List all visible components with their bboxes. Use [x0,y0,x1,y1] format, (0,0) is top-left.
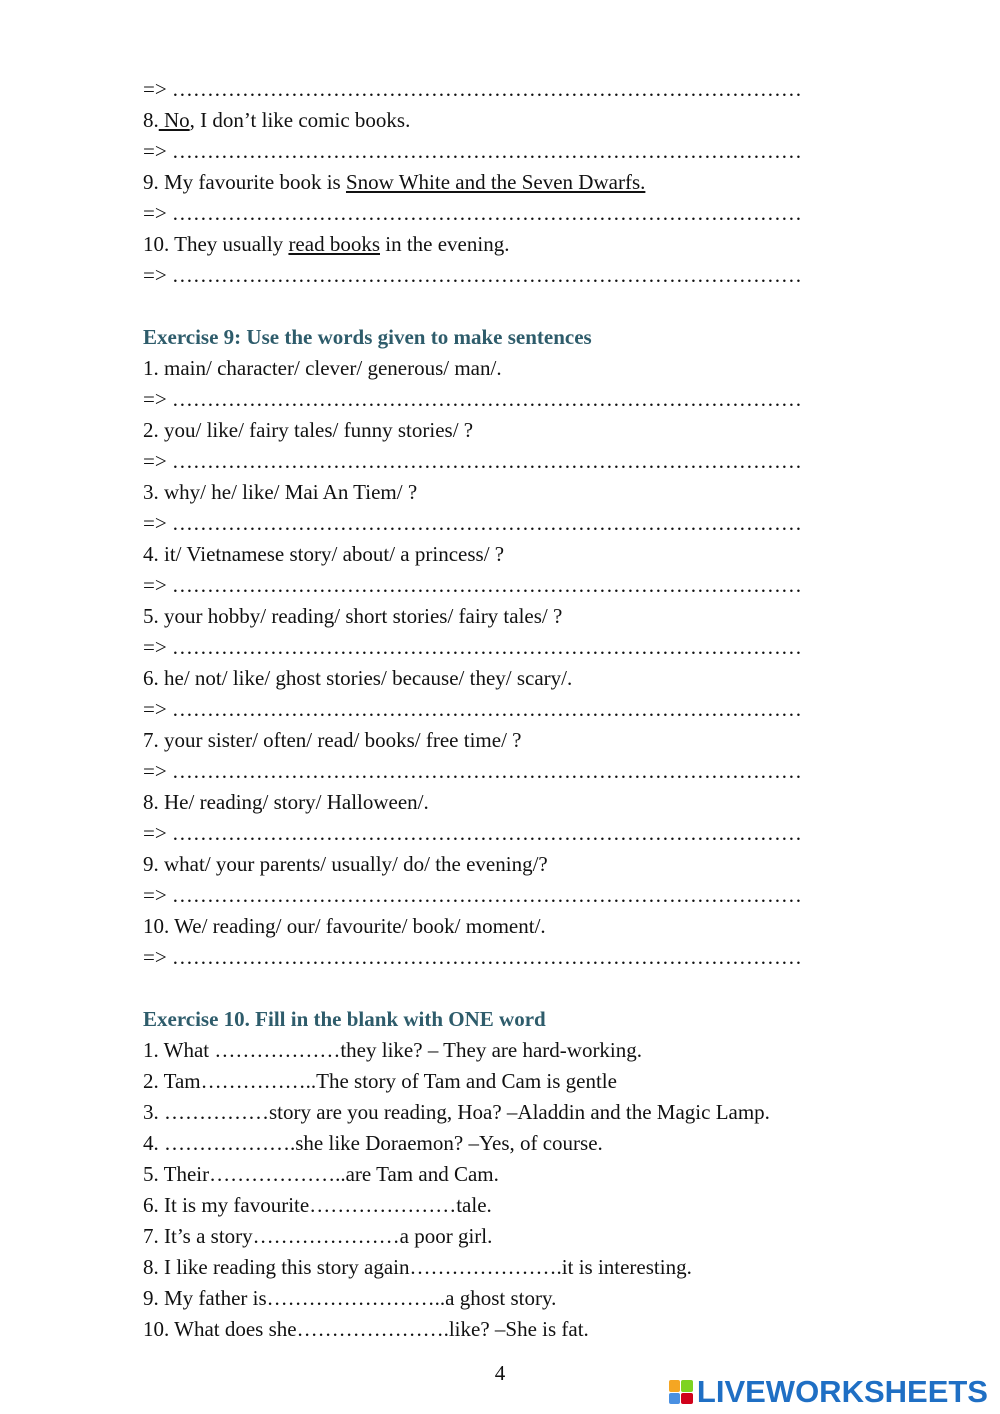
item-text: 10. They usually [143,232,289,256]
ex9-item: 6. he/ not/ like/ ghost stories/ because/ they/ scary/. [143,666,573,690]
brand-name: LIVEWORKSHEETS [696,1374,988,1409]
ex10-item[interactable]: 2. Tam……………..The story of Tam and Cam is gentle [143,1069,617,1093]
ex9-item: 9. what/ your parents/ usually/ do/ the evening/? [143,852,548,876]
answer-line[interactable]: => ……………………………………………………………………………… [143,945,802,969]
exercise-9-title: Exercise 9: Use the words given to make sentences [143,325,592,349]
answer-line[interactable]: => ……………………………………………………………………………… [143,573,802,597]
prev-item-9 [143,167,883,198]
answer-line[interactable]: => ……………………………………………………………………………… [143,201,802,225]
spacer [143,973,883,1004]
ex10-item[interactable]: 10. What does she………………….like? –She is fat. [143,1317,589,1341]
logo-square [669,1380,681,1392]
prev-item-8 [143,105,883,136]
logo-square [681,1380,693,1392]
answer-line[interactable]: => ……………………………………………………………………………… [143,449,802,473]
answer-line[interactable]: => ……………………………………………………………………………… [143,697,802,721]
logo-square [669,1393,681,1405]
liveworksheets-brand [669,1374,988,1410]
ex9-item: 4. it/ Vietnamese story/ about/ a princess/ ? [143,542,505,566]
item-text: in the evening. [380,232,510,256]
underlined-word: read books [288,232,380,256]
answer-line[interactable]: => ……………………………………………………………………………… [143,263,802,287]
answer-line[interactable]: => ……………………………………………………………………………… [143,511,802,535]
ex10-item[interactable]: 1. What ………………they like? – They are hard-working. [143,1038,643,1062]
ex9-item: 1. main/ character/ clever/ generous/ man/. [143,356,502,380]
answer-line[interactable]: => ……………………………………………………………………………… [143,759,802,783]
ex9-item: 8. He/ reading/ story/ Halloween/. [143,790,429,814]
ex9-item: 3. why/ he/ like/ Mai An Tiem/ ? [143,480,418,504]
worksheet-page [143,74,883,1345]
page-number: 4 [494,1361,506,1385]
logo-square [681,1393,693,1405]
ex10-item[interactable]: 6. It is my favourite…………………tale. [143,1193,492,1217]
ex10-item[interactable]: 8. I like reading this story again………………….it is interesting. [143,1255,692,1279]
item-text: , I don’t like comic books. [189,108,411,132]
answer-line[interactable]: => ……………………………………………………………………………… [143,77,802,101]
liveworksheets-logo-icon [669,1380,693,1404]
ex10-item[interactable]: 3. ……………story are you reading, Hoa? –Aladdin and the Magic Lamp. [143,1100,770,1124]
prev-item-10 [143,229,883,260]
ex9-item: 5. your hobby/ reading/ short stories/ fairy tales/ ? [143,604,563,628]
underlined-word: No [158,108,190,132]
ex10-item[interactable]: 9. My father is……………………..a ghost story. [143,1286,557,1310]
exercise-10-title: Exercise 10. Fill in the blank with ONE word [143,1007,546,1031]
spacer [143,291,883,322]
ex10-item[interactable]: 5. Their………………..are Tam and Cam. [143,1162,499,1186]
answer-line[interactable]: => ……………………………………………………………………………… [143,821,802,845]
answer-line[interactable]: => ……………………………………………………………………………… [143,387,802,411]
answer-line[interactable]: => ……………………………………………………………………………… [143,635,802,659]
ex9-item: 10. We/ reading/ our/ favourite/ book/ moment/. [143,914,546,938]
underlined-word: Snow White and the Seven Dwarfs. [345,170,646,194]
ex9-item: 2. you/ like/ fairy tales/ funny stories/ ? [143,418,474,442]
ex9-item: 7. your sister/ often/ read/ books/ free time/ ? [143,728,522,752]
item-text: 9. My favourite book is [143,170,346,194]
answer-line[interactable]: => ……………………………………………………………………………… [143,883,802,907]
ex10-item[interactable]: 4. ……………….she like Doraemon? –Yes, of course. [143,1131,603,1155]
answer-line[interactable]: => ……………………………………………………………………………… [143,139,802,163]
item-text: 8. [143,108,159,132]
ex10-item[interactable]: 7. It’s a story…………………a poor girl. [143,1224,493,1248]
